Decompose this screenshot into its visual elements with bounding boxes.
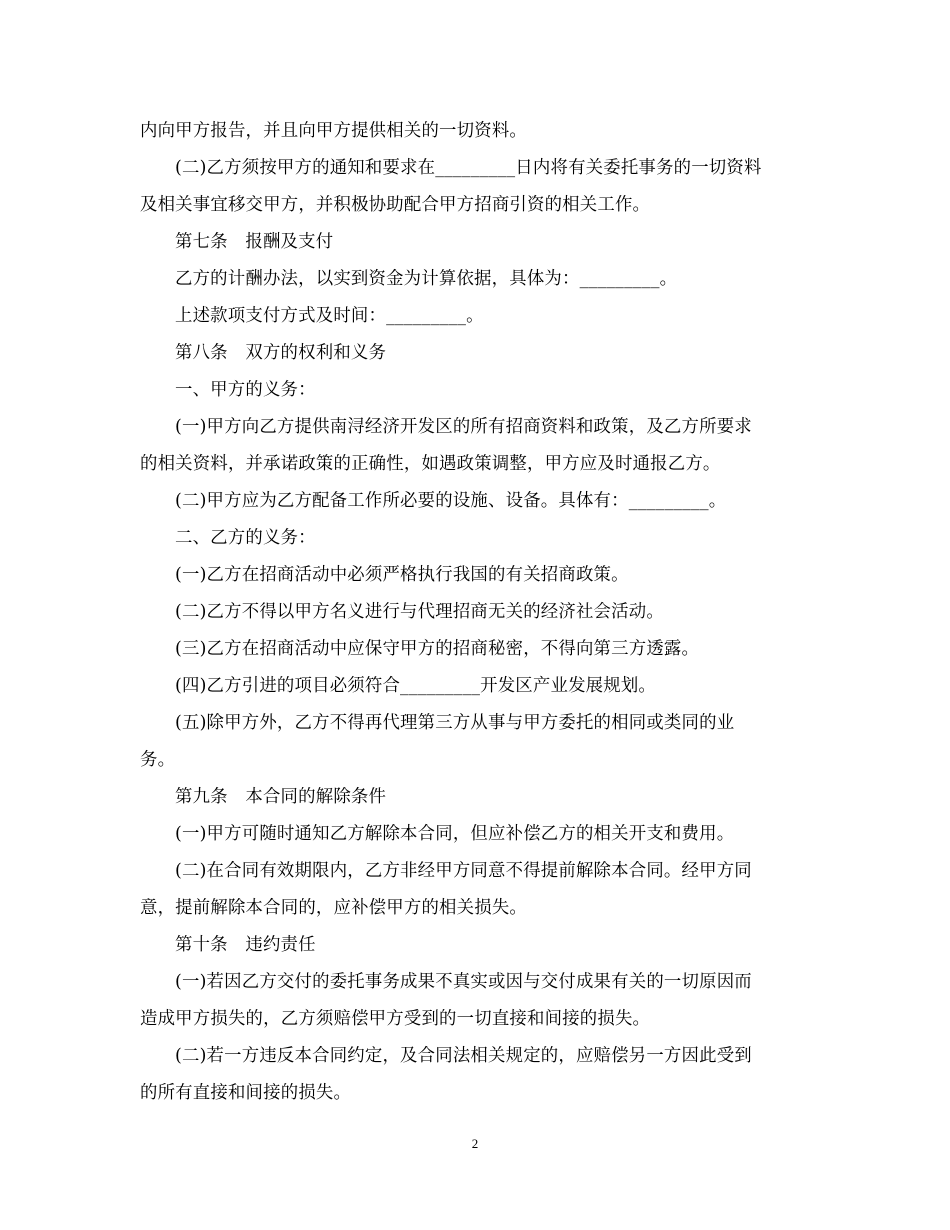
section-heading: 第十条 违约责任 — [175, 935, 316, 955]
section-heading: 第九条 本合同的解除条件 — [175, 787, 387, 807]
text-line: 务。 — [140, 750, 176, 770]
text-line: (二)甲方应为乙方配备工作所必要的设施、设备。具体有：_________。 — [175, 491, 727, 511]
text-line: (二)在合同有效期限内，乙方非经甲方同意不得提前解除本合同。经甲方同 — [175, 861, 752, 881]
text-line: 内向甲方报告，并且向甲方提供相关的一切资料。 — [140, 121, 527, 141]
text-line: (一)甲方可随时通知乙方解除本合同，但应补偿乙方的相关开支和费用。 — [175, 824, 735, 844]
section-heading: 第八条 双方的权利和义务 — [175, 343, 387, 363]
text-line: (二)乙方须按甲方的通知和要求在_________日内将有关委托事务的一切资料 — [175, 158, 762, 178]
subsection-heading: 一、甲方的义务： — [175, 380, 316, 400]
text-line: 乙方的计酬办法，以实到资金为计算依据，具体为：_________。 — [175, 269, 678, 289]
text-line: 的相关资料，并承诺政策的正确性，如遇政策调整，甲方应及时通报乙方。 — [140, 454, 721, 474]
document-body — [140, 113, 812, 1112]
text-line: (一)若因乙方交付的委托事务成果不真实或因与交付成果有关的一切原因而 — [175, 972, 752, 992]
text-line: (四)乙方引进的项目必须符合_________开发区产业发展规划。 — [175, 676, 657, 696]
text-line: (三)乙方在招商活动中应保守甲方的招商秘密，不得向第三方透露。 — [175, 639, 700, 659]
text-line: (一)甲方向乙方提供南浔经济开发区的所有招商资料和政策，及乙方所要求 — [175, 417, 752, 437]
page-number: 2 — [471, 1136, 479, 1151]
subsection-heading: 二、乙方的义务： — [175, 528, 316, 548]
text-line: 意，提前解除本合同的，应补偿甲方的相关损失。 — [140, 898, 527, 918]
text-line: 的所有直接和间接的损失。 — [140, 1083, 352, 1103]
text-line: 及相关事宜移交甲方，并积极协助配合甲方招商引资的相关工作。 — [140, 195, 651, 215]
text-line: (二)乙方不得以甲方名义进行与代理招商无关的经济社会活动。 — [175, 602, 664, 622]
text-line: (二)若一方违反本合同约定，及合同法相关规定的，应赔偿另一方因此受到 — [175, 1046, 752, 1066]
text-line: 造成甲方损失的，乙方须赔偿甲方受到的一切直接和间接的损失。 — [140, 1009, 651, 1029]
text-line: (一)乙方在招商活动中必须严格执行我国的有关招商政策。 — [175, 565, 629, 585]
text-line: 上述款项支付方式及时间：_________。 — [175, 306, 484, 326]
section-heading: 第七条 报酬及支付 — [175, 232, 334, 252]
text-line: (五)除甲方外，乙方不得再代理第三方从事与甲方委托的相同或类同的业 — [175, 713, 735, 733]
